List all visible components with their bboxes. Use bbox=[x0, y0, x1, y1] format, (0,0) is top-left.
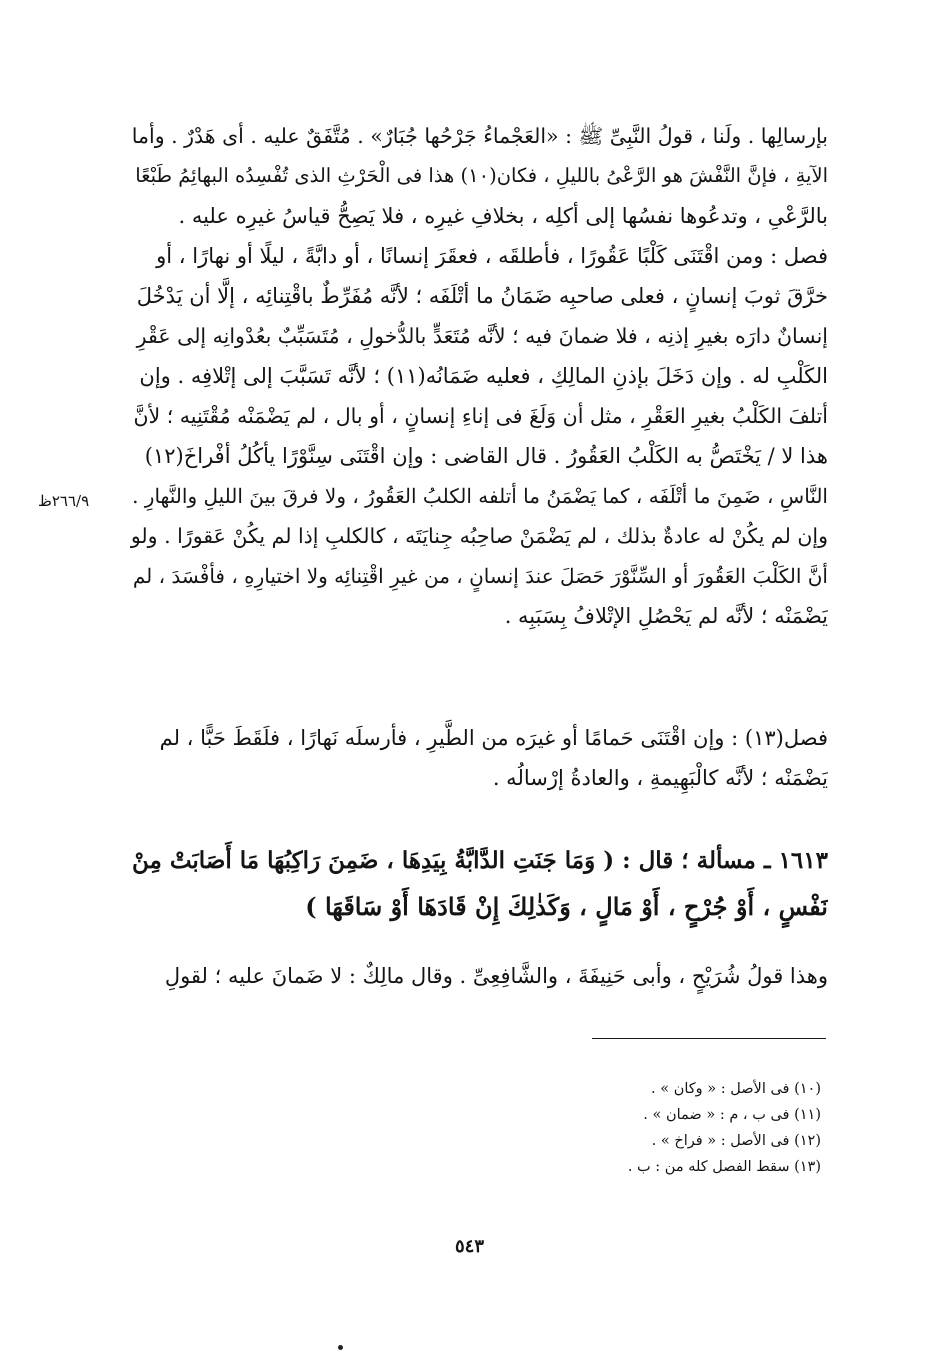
commentary-paragraph bbox=[130, 956, 828, 996]
scan-speck bbox=[338, 1345, 343, 1350]
masala-heading bbox=[130, 838, 828, 930]
text-line: النَّاسِ ، ضَمِنَ ما أتْلَفَه ، كما يَضْمَنُ ما أتلفه الكلبُ العَقُورُ ، ولا فرقَ بينَ الليلِ والنَّهارِ . bbox=[132, 484, 828, 508]
text-line: الآيةِ ، فإنَّ النَّفْشَ هو الرَّعْىُ بالليلِ ، فكان(١٠) هذا فى الْحَرْثِ الذى تُفْسِدُه البهائِمُ طَبْعًا bbox=[135, 164, 828, 187]
masala-line: نَفْسٍ ، أَوْ جُرْحٍ ، أَوْ مَالٍ ، وَكَذٰلِكَ إِنْ قَادَهَا أَوْ سَاقَهَا ) bbox=[305, 892, 828, 921]
text-line: خرَّقَ ثوبَ إنسانٍ ، فعلى صاحبِه ضَمَانُ ما أتْلَفَه ؛ لأنَّه مُفَرِّطٌ باقْتِنائِه ، إلَّا أن يَدْخُلَ bbox=[136, 284, 828, 308]
margin-folio-note: ٢٦٦/٩ظ bbox=[38, 492, 90, 510]
masala-line: ١٦١٣ ـ مسألة ؛ قال : ( وَمَا جَنَتِ الدَّابَّةُ بِيَدِهَا ، ضَمِنَ رَاكِبُهَا مَا أَصَابَتْ مِنْ bbox=[131, 847, 828, 874]
page-number: ٥٤٣ bbox=[454, 1236, 484, 1257]
text-line: بإرسالِها . ولَنا ، قولُ النَّبِىِّ ﷺ : «العَجْماءُ جَرْحُها جُبَارٌ» . مُتَّفَقٌ عليه . أى هَدْرٌ . وأما bbox=[131, 124, 828, 148]
footnote: (١٣) سقط الفصل كله من : ب . bbox=[627, 1159, 821, 1175]
text-line: بالرَّعْىِ ، وتدعُوها نفسُها إلى أكلِه ، بخلافِ غيرِه ، فلا يَصِحُّ قياسُ غيرِه عليه . bbox=[178, 204, 828, 228]
footnote: (١٢) فى الأصل : « فراخ » . bbox=[651, 1133, 821, 1149]
footnote-separator bbox=[592, 1038, 826, 1039]
text-line-fasl-heading: فصل(١٣) : وإن اقْتَنَى حَمامًا أو غيرَه من الطَّيرِ ، فأرسلَه نَهارًا ، فلَقَطَ حَبًّا ، لم bbox=[159, 726, 828, 750]
text-line: أتلفَ الكَلْبُ بغيرِ العَقْرِ ، مثل أن وَلَغَ فى إناءِ إنسانٍ ، أو بال ، لم يَضْمَنْه مُقْتَنِيه ؛ لأنَّ bbox=[133, 404, 828, 428]
text-line: الكَلْبِ له . وإن دَخَلَ بإذنِ المالِكِ ، فعليه ضَمَانُه(١١) ؛ لأنَّه تَسَبَّبَ إلى إتْلافِه . وإن bbox=[139, 364, 828, 388]
fasl-paragraph bbox=[130, 718, 828, 798]
footnote: (١٠) فى الأصل : « وكان » . bbox=[651, 1081, 821, 1097]
footnotes bbox=[491, 1076, 821, 1180]
text-line: يَضْمَنْه ؛ لأنَّه لم يَحْصُلِ الإتْلافُ بِسَبَبِه . bbox=[504, 604, 828, 628]
text-line: يَضْمَنْه ؛ لأنَّه كالْبَهِيمةِ ، والعادةُ إرْسالُه . bbox=[492, 766, 828, 790]
text-line-fasl-heading: فصل : ومن اقْتَنَى كَلْبًا عَقُورًا ، فأطلقَه ، فعقَرَ إنسانًا ، أو دابَّةً ، ليلًا أو نهارًا ، أو bbox=[156, 244, 828, 268]
text-line: إنسانٌ دارَه بغيرِ إذنِه ، فلا ضمانَ فيه ؛ لأنَّه مُتَعَدٍّ بالدُّخولِ ، مُتَسَبِّبٌ بعُدْوانِه إلى عَقْرِ bbox=[136, 324, 828, 348]
text-line: وهذا قولُ شُرَيْحٍ ، وأبى حَنِيفَةَ ، والشَّافِعِىِّ . وقال مالِكٌ : لا ضَمانَ عليه ؛ لقولِ bbox=[164, 964, 828, 988]
text-line: أنَّ الكَلْبَ العَقُورَ أو السِّنَّوْرَ حَصَلَ عندَ إنسانٍ ، من غيرِ اقْتِنائِه ولا اختيارِهِ ، فأفْسَدَ ، لم bbox=[132, 564, 828, 588]
text-line: وإن لم يكُنْ له عادةٌ بذلك ، لم يَضْمَنْ صاحِبُه جِنايَتَه ، كالكلبِ إذا لم يكُنْ عَقورًا . ولو bbox=[130, 524, 828, 548]
footnote: (١١) فى ب ، م : « ضمان » . bbox=[643, 1107, 821, 1123]
text-line: هذا لا / يَخْتَصُّ به الكَلْبُ العَقُورُ . قال القاضى : وإن اقْتَنَى سِنَّوْرًا يأكُلُ أفْراخَ(١٢) bbox=[144, 444, 828, 468]
main-text-block bbox=[130, 116, 828, 636]
